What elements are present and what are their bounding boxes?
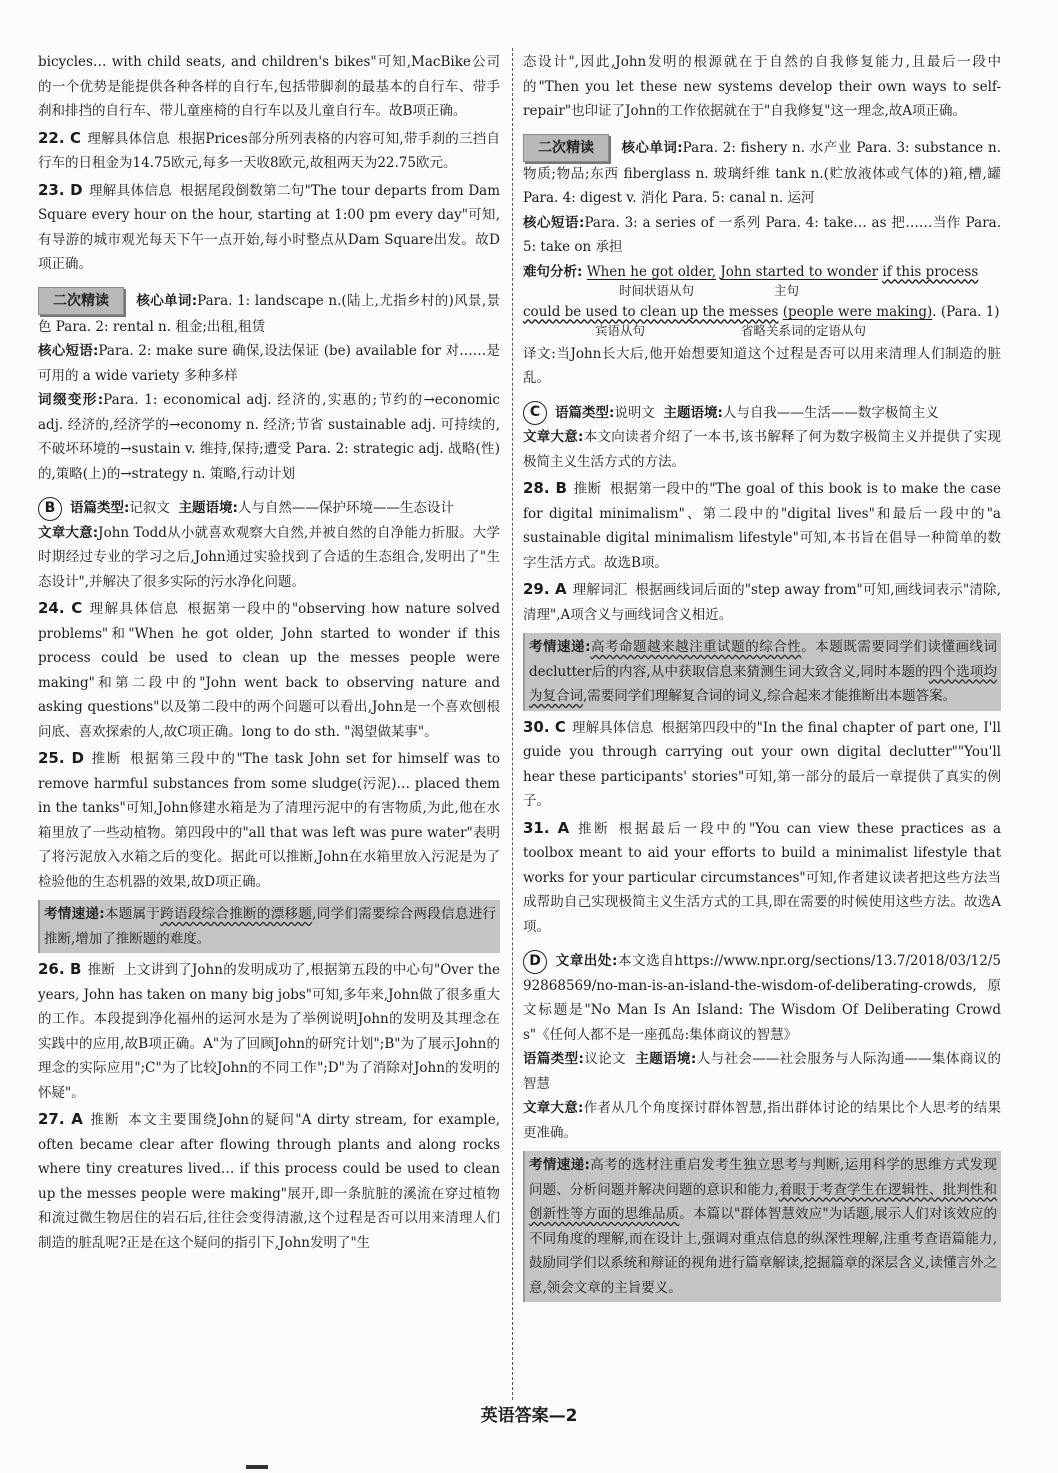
question-type: 理解具体信息: [88, 601, 180, 617]
question-number: 28. B: [523, 479, 567, 497]
question-25: [38, 746, 500, 894]
question-number: 24. C: [38, 599, 83, 617]
source-text: 本文选自https://www.npr.org/sections/13.7/2018/03/12/592868569/no-man-is-an-island-the-wisdom-of-deliberating-crowds,原文标题是"No Man Is An Island: The Wisdom Of Deliberating Crowds"《任何人都不是一座孤岛:集体商议的智慧》: [523, 953, 1001, 1043]
question-explanation: 根据尾段倒数第二句"The tour departs from Dam Square every hour on the hour, starting at 1:00 pm every day"可知,有导游的城市观光每天下午一点开始,每小时整点从Dam Square出发。故D项正确。: [38, 182, 500, 272]
exam-note-highlight: 着眼于考查学生在逻辑性、批判性和创新性等方面的思维品质: [529, 1181, 997, 1222]
summary-label: 文章大意:: [523, 1100, 584, 1116]
vocab-text: Para. 2: fishery n. 水产业 Para. 3: substance n. 物质;物品;东西 fiberglass n. 玻璃纤维 tank n.(贮放液体或气体的)箱,槽,罐 Para. 4: digest v. 消化 Para. 5: canal n. 运河: [523, 139, 1001, 206]
exam-note-box: [523, 1151, 1001, 1302]
summary-text: 作者从几个角度探讨群体智慧,指出群体讨论的结果比个人思考的结果更准确。: [523, 1100, 1001, 1141]
summary-label: 文章大意:: [38, 524, 99, 541]
second-reading-section: [38, 287, 500, 340]
phrase-label: 核心短语:: [38, 343, 99, 359]
exam-note-label: 考情速递:: [44, 906, 105, 922]
translation: 译文:当John长大后,他开始想要知道这个过程是否可以用来清理人们制造的脏乱。: [523, 345, 1001, 386]
question-type: 推断: [89, 751, 123, 767]
phrase-text: Para. 2: make sure 确保,设法保证 (be) available for 对……是可用的 a wide variety 多种多样: [38, 343, 500, 384]
exam-note-text-end: 。本篇以"群体智慧效应"为话题,展示人们对该效应的不同角度的理解,而在设计上,强调对重点信息的纵深性理解,注重考查语篇能力,鼓励同学们以系统和辩证的视角进行篇章解读,挖掘篇章的深层含义,读懂言外之意,领会文章的主旨要义。: [529, 1206, 998, 1296]
question-23: [38, 178, 500, 277]
question-explanation: 根据第一段中的"The goal of this book is to make the case for digital minimalism"、第二段中的"digital lives"和最后一段中的"a sustainable digital minimalism lifestyle"可知,本书旨在倡导一种简单的数字生活方式。故选B项。: [523, 481, 1002, 571]
passage-b-summary: [38, 521, 500, 595]
question-number: 23. D: [38, 180, 83, 199]
question-explanation: 根据最后一段中的"You can view these practices as a toolbox meant to aid your efforts to build a minimalist lifestyle that works for your particular circumstances"可知,作者建议读者把这些方法当成帮助自己实现极简主义生活方式的工具,即在需要的时候使用这些方法。故选A项。: [523, 820, 1002, 935]
sentence-part-time-clause: When he got older,: [586, 263, 717, 280]
question-explanation: 根据第一段中的"observing how nature solved problems"和"When he got older, John started to wonder if this process could be used to clean up the messes people were making"和第二段中的"John went back to observing nature and asking questions"以及第二段中的两个问题可以看出,John是一个喜欢刨根问底、喜欢探索的人,故C项正确。long to do sth. "渴望做某事"。: [38, 601, 500, 740]
exam-note-text-end: ,需要同学们理解复合词的词义,综合起来才能推断出本题答案。: [583, 688, 957, 704]
exam-note-label: 考情速递:: [529, 1157, 590, 1173]
question-explanation: 根据第四段中的"In the final chapter of part one, I'll guide you through carrying out your own digital declutter""You'll hear these participants' stories"可知,第一部分的最后一章提供了真实的例子。: [523, 719, 1002, 809]
genre-label: 语篇类型:: [523, 1051, 584, 1067]
vocab-label: 核心单词:: [136, 292, 198, 309]
question-type: 推断: [88, 1112, 121, 1128]
column-divider: [512, 48, 513, 1400]
annotation-attributive-clause: 省略关系词的定语从句: [741, 322, 867, 338]
context-value: 人与社会——社会服务与人际沟通——集体商议的智慧: [523, 1051, 1002, 1092]
exam-note-label: 考情速递:: [529, 639, 591, 655]
question-27-continued: 态设计",因此,John发明的根源就在于自然的自我修复能力,且最后一段中的"Then you let these new systems develop their own ways to self-repair"也印证了John的工作依据就在于"自我修复"这一理念,故A项正确。: [523, 54, 1001, 119]
summary-label: 文章大意:: [523, 429, 584, 445]
question-explanation: 本文主要围绕John的疑问"A dirty stream, for example, often became clear after flowing through plants and along rocks where tiny creatures lived… if this process could be used to clean up the messes people were making"展开,即一条肮脏的溪流在穿过植物和流过微生物居住的岩石后,往往会变得清澈,这个过程是否可以用来清理人们制造的脏乱呢?正是在这个疑问的指引下,John发明了"生: [38, 1112, 501, 1251]
annotation-time-clause: 时间状语从句: [619, 282, 695, 298]
question-number: 31. A: [523, 818, 570, 837]
sentence-part-object-clause: if this process: [882, 263, 979, 280]
hard-sentence-label: 难句分析:: [523, 263, 583, 280]
context-label: 主题语境:: [178, 500, 238, 516]
genre-value: 说明文: [614, 404, 655, 421]
right-column: [523, 50, 1001, 1306]
sentence-part-attributive-clause: (people were making): [782, 303, 933, 320]
passage-c-summary: [523, 425, 1001, 474]
source-label: 文章出处:: [555, 953, 618, 969]
second-reading-label: 二次精读: [523, 134, 609, 162]
question-type: 理解具体信息: [87, 130, 170, 147]
question-30: [523, 715, 1001, 814]
intro-paragraph: bicycles… with child seats, and children's bikes"可知,MacBike公司的一个优势是能提供各种各样的自行车,包括带脚刹的最基本的自行车、带手刹和排挡的自行车、带儿童座椅的自行车以及儿童自行车。故B项正确。: [38, 54, 500, 119]
passage-d-genre: [523, 1047, 1001, 1096]
annotation-row-1: [523, 282, 1001, 300]
derivation-text: Para. 1: economical adj. 经济的,实惠的;节约的→economic adj. 经济的,经济学的→economy n. 经济;节省 sustainable adj. 可持续的,不破坏环境的→sustain v. 维持,保持;遭受 Para. 2: strategic adj. 战略(性)的,策略(上)的→strategy n. 策略,行动计划: [38, 392, 500, 482]
question-31: [523, 816, 1001, 940]
question-number: 27. A: [38, 1110, 83, 1128]
passage-d-summary: [523, 1096, 1001, 1145]
passage-d-source: [523, 949, 1001, 1047]
exam-note-text: 高考的选材注重启发考生独立思考与判断,运用科学的思维方式发现问题、分析问题并解决问题的意识和能力,: [529, 1157, 997, 1198]
vocab-label: 核心单词:: [621, 139, 683, 156]
question-type: 理解具体信息: [88, 182, 173, 199]
footer-mark: [246, 1465, 268, 1469]
left-column: [38, 50, 500, 1255]
genre-label: 语篇类型:: [555, 404, 615, 421]
question-number: 29. A: [523, 580, 567, 598]
exam-note-box: [523, 633, 1001, 711]
question-22: [38, 126, 500, 176]
question-number: 30. C: [523, 717, 566, 736]
passage-c-header: [523, 401, 1001, 426]
sentence-part-main-clause: John started to wonder: [720, 263, 879, 280]
context-value: 人与自然——保护环境——生态设计: [237, 500, 454, 516]
sentence-part-object-clause-cont: could be used to clean up the messes: [523, 303, 779, 320]
question-explanation: 根据Prices部分所列表格的内容可知,带手刹的三挡自行车的日租金为14.75欧元,每多一天收8欧元,故租两天为22.75欧元。: [38, 130, 501, 171]
vocab-text: Para. 1: landscape n.(陆上,尤指乡村的)风景,景色 Para. 2: rental n. 租金;出租,租赁: [38, 292, 500, 335]
question-explanation: 上文讲到了John的发明成功了,根据第五段的中心句"Over the years, John has taken on many big jobs"可知,多年来,John做了很多重大的工作。本段提到净化福州的运河水是为了举例说明John的发明及其理念在实践中的应用,故B项正确。A"为了回顾John的研究计划";B"为了展示John的理念的实际应用";C"为了比较John的不同工作";D"为了消除对John的发明的怀疑"。: [38, 962, 501, 1101]
question-number: 26. B: [38, 960, 82, 978]
question-number: 25. D: [38, 749, 84, 767]
question-explanation: 根据画线词后面的"step away from"可知,画线词表示"清除,清理",A项含义与画线词含义相近。: [523, 582, 1002, 623]
summary-text: 本文向读者介绍了一本书,该书解释了何为数字极简主义并提供了实现极简主义生活方式的方法。: [523, 429, 1001, 470]
question-type: 推断: [575, 820, 611, 837]
genre-value: 议论文: [583, 1051, 626, 1067]
context-label: 主题语境:: [663, 404, 723, 421]
annotation-main-clause: 主句: [774, 282, 800, 298]
passage-letter-badge: D: [523, 950, 547, 974]
question-27: [38, 1107, 500, 1255]
question-24: [38, 596, 500, 744]
passage-letter-badge: C: [523, 401, 547, 425]
genre-value: 记叙文: [129, 500, 170, 516]
exam-note-text-end: ,同学们需要综合两段信息进行推断,增加了推断题的难度。: [44, 906, 497, 947]
genre-label: 语篇类型:: [70, 500, 130, 516]
hard-sentence-analysis: [523, 262, 1001, 282]
question-26: [38, 957, 500, 1105]
passage-b-header: [38, 496, 500, 521]
exam-note-text: 本题属于: [104, 906, 161, 922]
question-number: 22. C: [38, 128, 82, 147]
question-type: 理解词汇: [572, 582, 628, 598]
question-type: 理解具体信息: [571, 719, 654, 736]
hard-sentence-line-2: [523, 302, 1001, 322]
annotation-row-2: [523, 322, 1001, 340]
summary-text: John Todd从小就喜欢观察大自然,并被自然的自净能力折服。大学时期经过专业的学习之后,John通过实验找到了合适的生态组合,发明出了"生态设计",并解决了很多实际的污水净化问题。: [38, 524, 500, 590]
derivation-label: 词缀变形:: [38, 392, 104, 408]
phrase-text: Para. 3: a series of 一系列 Para. 4: take… as 把……当作 Para. 5: take on 承担: [523, 214, 1001, 255]
sentence-ref: . (Para. 1): [932, 303, 1000, 320]
question-type: 推断: [572, 481, 602, 497]
question-type: 推断: [87, 962, 116, 978]
exam-note-highlight: 高考命题越来越注重试题的综合性: [590, 639, 802, 655]
phrase-label: 核心短语:: [523, 214, 585, 231]
question-explanation: 根据第三段中的"The task John set for himself was to remove harmful substances from some sludge(污泥)… placed them in the tanks"可知,John修建水箱是为了清理污泥中的有害物质,为此,他在水箱里放了一些动植物。第四段中的"all that was left was pure water"表明了将污泥放入水箱之后的变化。据此可以推断,John在水箱里放入污泥是为了检验他的生态机器的效果,故D项正确。: [38, 751, 501, 890]
context-label: 主题语境:: [635, 1051, 697, 1067]
exam-note-text: 。本题既需要同学们读懂画线词declutter后的内容,从中获取信息来猜测生词大致含义,同时本题的: [529, 639, 998, 680]
exam-note-highlight: 跨语段综合推断的漂移题: [160, 906, 313, 922]
exam-note-box: [38, 900, 500, 953]
passage-letter-badge: B: [38, 497, 62, 521]
context-value: 人与自我——生活——数字极简主义: [722, 404, 939, 421]
annotation-object-clause: 宾语从句: [595, 322, 646, 338]
derivation-row: [38, 388, 500, 486]
phrase-row: [38, 339, 500, 388]
question-28: [523, 476, 1001, 575]
phrase-row: [523, 211, 1001, 260]
question-29: [523, 577, 1001, 627]
second-reading-section-b: [523, 134, 1001, 211]
page-footer: 英语答案—2: [480, 1406, 578, 1426]
second-reading-label: 二次精读: [38, 287, 124, 315]
exam-note-highlight-2: 四个选项均为复合词: [529, 663, 997, 704]
